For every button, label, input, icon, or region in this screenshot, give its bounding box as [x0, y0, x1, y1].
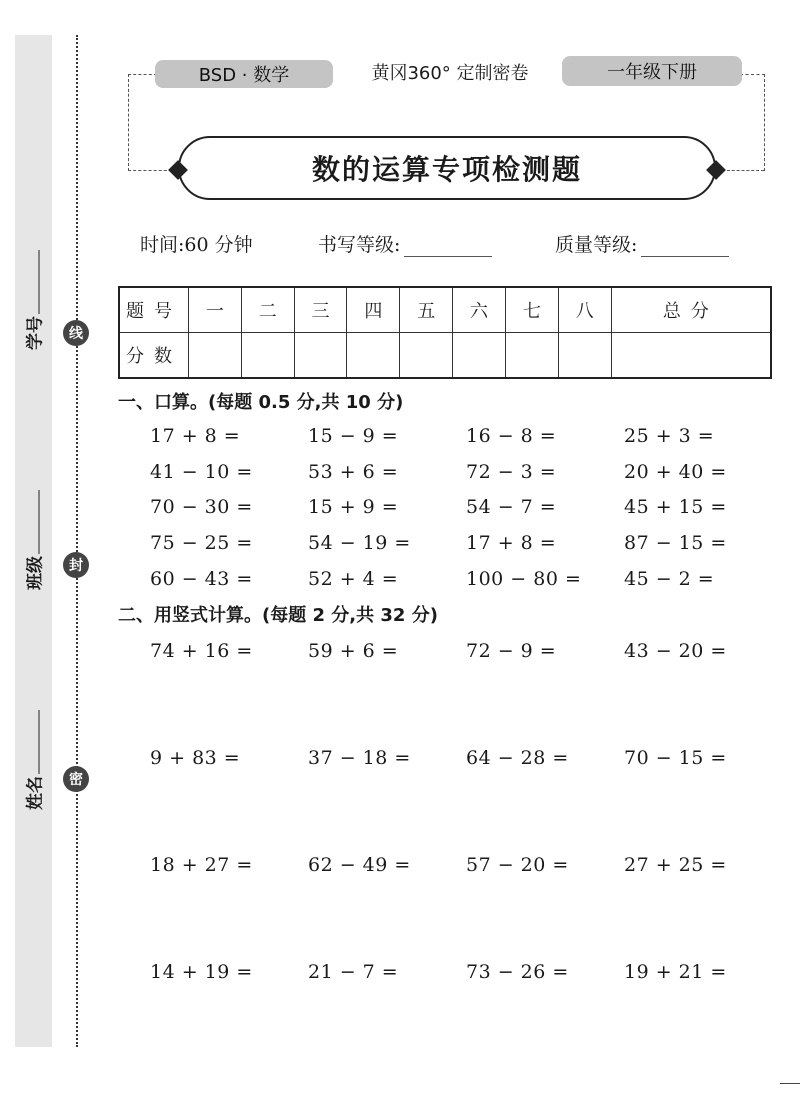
problem: 20 + 40 =: [624, 461, 727, 483]
problem: 70 − 30 =: [150, 496, 253, 518]
writing-grade-label: 书写等级:: [318, 234, 401, 256]
score-col-8: 八: [558, 287, 611, 333]
problem: 15 − 9 =: [308, 425, 399, 447]
class-field: [21, 490, 46, 590]
problem: 70 − 15 =: [624, 747, 727, 769]
score-cell: [453, 333, 506, 379]
problem: 74 + 16 =: [150, 640, 253, 662]
score-label: 分数: [119, 333, 189, 379]
name-blank: [27, 710, 40, 774]
problem: 72 − 3 =: [466, 461, 557, 483]
score-cell: [611, 333, 771, 379]
problem: 17 + 8 =: [150, 425, 241, 447]
problem: 45 + 15 =: [624, 496, 727, 518]
problem: 37 − 18 =: [308, 747, 411, 769]
score-table-header-row: [119, 287, 771, 333]
quality-grade-blank: [641, 236, 729, 257]
problem: 45 − 2 =: [624, 568, 715, 590]
score-col-3: 三: [294, 287, 347, 333]
score-col-total: 总分: [611, 287, 771, 333]
quality-grade-label: 质量等级:: [555, 234, 638, 256]
grade-pill: 一年级下册: [562, 56, 742, 86]
score-cell: [505, 333, 558, 379]
problem: 21 − 7 =: [308, 961, 399, 983]
page-title: 数的运算专项检测题: [178, 136, 716, 200]
score-col-7: 七: [505, 287, 558, 333]
problem: 27 + 25 =: [624, 854, 727, 876]
problem: 15 + 9 =: [308, 496, 399, 518]
subject-pill: BSD · 数学: [155, 60, 333, 88]
seal-line-mark: 线: [63, 320, 89, 346]
writing-grade-info: [318, 230, 492, 257]
problem: 53 + 6 =: [308, 461, 399, 483]
score-col-6: 六: [453, 287, 506, 333]
problem: 25 + 3 =: [624, 425, 715, 447]
question-number-label: 题号: [119, 287, 189, 333]
class-label: 班级: [25, 556, 46, 590]
series-name: 黄冈360° 定制密卷: [371, 63, 529, 84]
header-dash-left-bottom: [128, 170, 172, 171]
problem: 62 − 49 =: [308, 854, 411, 876]
problem: 17 + 8 =: [466, 532, 557, 554]
problem: 14 + 19 =: [150, 961, 253, 983]
name-label: 姓名: [25, 776, 46, 810]
problem: 60 − 43 =: [150, 568, 253, 590]
problem: 9 + 83 =: [150, 747, 241, 769]
score-col-4: 四: [347, 287, 400, 333]
problem: 43 − 20 =: [624, 640, 727, 662]
score-col-2: 二: [241, 287, 294, 333]
score-cell: [400, 333, 453, 379]
header-dash-right: [740, 74, 765, 171]
time-label: 时间:60 分钟: [140, 234, 253, 256]
problem: 41 − 10 =: [150, 461, 253, 483]
seal-secret-mark: 密: [63, 766, 89, 792]
section1-title: 一、口算。(每题 0.5 分,共 10 分): [118, 392, 404, 413]
problem: 54 − 7 =: [466, 496, 557, 518]
problem: 64 − 28 =: [466, 747, 569, 769]
student-id-blank: [27, 250, 40, 314]
score-table-score-row: [119, 333, 771, 379]
problem: 16 − 8 =: [466, 425, 557, 447]
writing-grade-blank: [404, 236, 492, 257]
seal-fold-mark: 封: [63, 552, 89, 578]
problem: 18 + 27 =: [150, 854, 253, 876]
score-col-5: 五: [400, 287, 453, 333]
cut-line: [76, 35, 78, 1047]
score-col-1: 一: [189, 287, 242, 333]
problem: 57 − 20 =: [466, 854, 569, 876]
problem: 72 − 9 =: [466, 640, 557, 662]
problem: 54 − 19 =: [308, 532, 411, 554]
name-field: [21, 710, 46, 810]
score-cell: [294, 333, 347, 379]
score-cell: [189, 333, 242, 379]
time-info: [140, 230, 253, 257]
score-cell: [241, 333, 294, 379]
header-dash-left: [128, 74, 157, 171]
problem: 87 − 15 =: [624, 532, 727, 554]
header-dash-right-bottom: [722, 170, 764, 171]
class-blank: [27, 490, 40, 554]
page-corner-mark: [780, 1083, 800, 1084]
problem: 100 − 80 =: [466, 568, 582, 590]
score-table: [118, 286, 772, 379]
problem: 52 + 4 =: [308, 568, 399, 590]
student-id-field: [21, 250, 46, 350]
problem: 19 + 21 =: [624, 961, 727, 983]
score-cell: [558, 333, 611, 379]
problem: 75 − 25 =: [150, 532, 253, 554]
problem: 59 + 6 =: [308, 640, 399, 662]
quality-grade-info: [555, 230, 729, 257]
score-cell: [347, 333, 400, 379]
section2-title: 二、用竖式计算。(每题 2 分,共 32 分): [118, 605, 438, 626]
student-id-label: 学号: [25, 316, 46, 350]
problem: 73 − 26 =: [466, 961, 569, 983]
